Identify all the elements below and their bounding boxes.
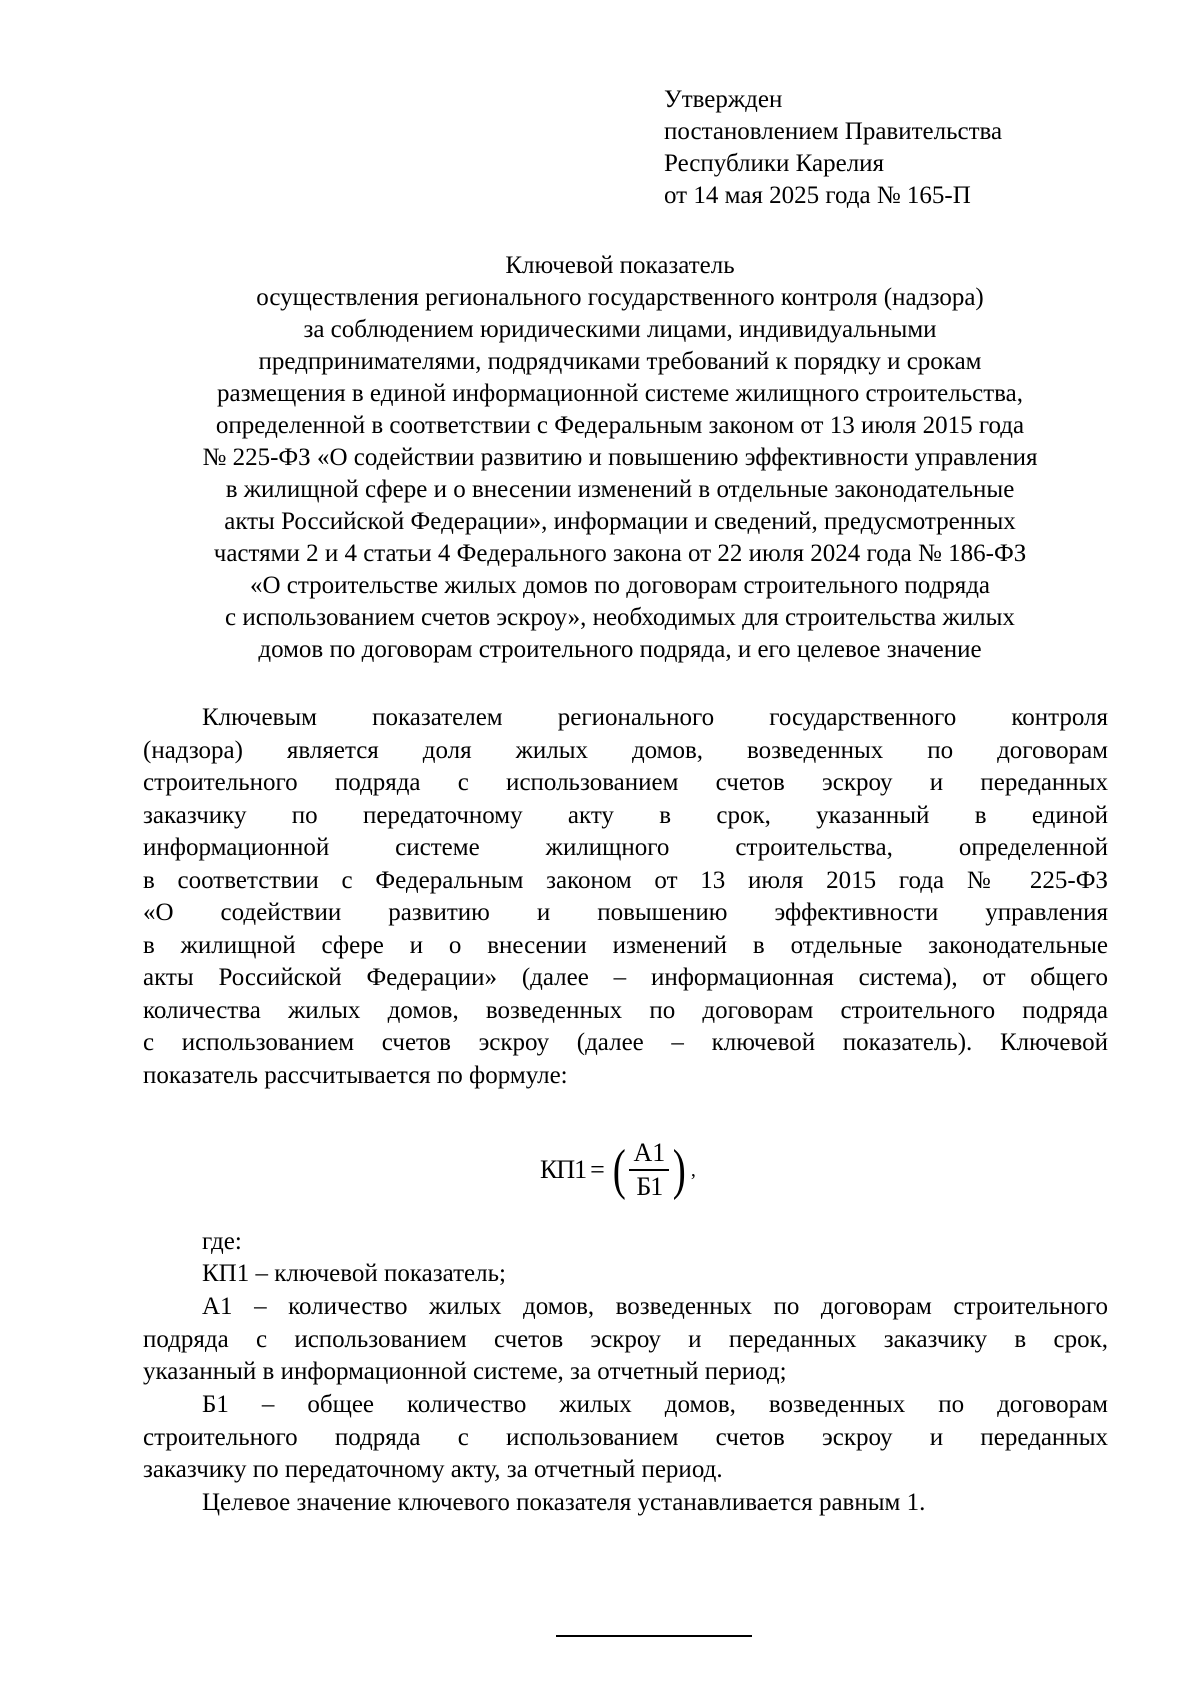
title-line: осуществления регионального государственного контроля (надзора) <box>256 284 984 311</box>
title-line: за соблюдением юридическими лицами, индивидуальными <box>303 316 937 343</box>
definition-b1 <box>143 1389 1108 1487</box>
approval-line: Республики Карелия <box>664 150 885 177</box>
definition-kp1 <box>143 1258 1108 1291</box>
title-line: предпринимателями, подрядчиками требований к порядку и срокам <box>258 348 982 375</box>
formula-fraction <box>629 1139 669 1201</box>
title-line: акты Российской Федерации», информации и сведений, предусмотренных <box>224 508 1016 535</box>
formula-denominator: Б1 <box>636 1172 663 1201</box>
main-paragraph <box>143 702 1108 1092</box>
document-title <box>130 250 1110 666</box>
title-line: определенной в соответствии с Федеральным законом от 13 июля 2015 года <box>215 412 1025 439</box>
paragraph-line: в соответствии с Федеральным законом от 13 июля 2015 года № 225-ФЗ <box>143 866 1108 894</box>
formula <box>540 1130 720 1210</box>
paragraph-line: Ключевым показателем регионального государственного контроля <box>202 704 1108 731</box>
formula-numerator: А1 <box>629 1139 669 1171</box>
paragraph-line: заказчику по передаточному акту в срок, указанный в единой <box>143 801 1108 829</box>
definition-line: указанный в информационной системе, за отчетный период; <box>143 1358 787 1385</box>
paragraph-line: в жилищной сфере и о внесении изменений в отдельные законодательные <box>143 931 1108 959</box>
title-line: № 225-ФЗ «О содействии развитию и повышению эффективности управления <box>202 444 1038 471</box>
title-line: Ключевой показатель <box>505 252 735 279</box>
paragraph-line: «О содействии развитию и повышению эффективности управления <box>143 899 1108 926</box>
paragraph-line: (надзора) является доля жилых домов, возведенных по договорам <box>143 736 1108 764</box>
definition-line: подряда с использованием счетов эскроу и переданных заказчику в срок, <box>143 1325 1108 1353</box>
paragraph-line: количества жилых домов, возведенных по договорам строительного подряда <box>143 996 1108 1024</box>
definition-line: заказчику по передаточному акту, за отчетный период. <box>143 1456 723 1483</box>
paragraph-line: показатель рассчитывается по формуле: <box>143 1061 568 1089</box>
formula-comma: , <box>690 1158 696 1181</box>
end-divider <box>556 1635 752 1637</box>
where-text: где: <box>202 1228 242 1255</box>
title-line: размещения в единой информационной системе жилищного строительства, <box>216 380 1023 407</box>
title-line: частями 2 и 4 статьи 4 Федерального закона от 22 июля 2024 года № 186-ФЗ <box>213 540 1027 567</box>
formula-equals: = <box>590 1155 605 1184</box>
title-line: в жилищной сфере и о внесении изменений в отдельные законодательные <box>225 476 1015 503</box>
definition-line: Б1 – общее количество жилых домов, возведенных по договорам <box>202 1391 1108 1418</box>
paragraph-line: информационной системе жилищного строительства, определенной <box>143 834 1108 861</box>
formula-open-paren: ( <box>612 1139 626 1201</box>
formula-close-paren: ) <box>673 1139 687 1201</box>
definition-a1 <box>143 1291 1108 1389</box>
paragraph-line: с использованием счетов эскроу (далее – ключевой показатель). Ключевой <box>143 1029 1108 1056</box>
definition-line: А1 – количество жилых домов, возведенных по договорам строительного <box>202 1293 1108 1320</box>
target-value-text: Целевое значение ключевого показателя устанавливается равным 1. <box>202 1489 926 1516</box>
approval-line: Утвержден <box>664 86 783 113</box>
formula-lhs: КП1 <box>540 1155 587 1184</box>
target-value <box>143 1487 1108 1520</box>
definition-line: строительного подряда с использованием счетов эскроу и переданных <box>143 1423 1108 1451</box>
where-label <box>143 1226 1108 1259</box>
paragraph-line: строительного подряда с использованием счетов эскроу и переданных <box>143 769 1108 796</box>
approval-line: постановлением Правительства <box>664 118 1003 145</box>
title-line: «О строительстве жилых домов по договорам строительного подряда <box>249 572 991 599</box>
approval-stamp <box>664 84 1002 212</box>
title-line: с использованием счетов эскроу», необходимых для строительства жилых <box>225 604 1015 631</box>
title-line: домов по договорам строительного подряда, и его целевое значение <box>258 636 982 663</box>
paragraph-line: акты Российской Федерации» (далее – информационная система), от общего <box>143 964 1108 991</box>
approval-line: от 14 мая 2025 года № 165-П <box>664 182 971 209</box>
definition-kp1-text: КП1 – ключевой показатель; <box>202 1260 506 1287</box>
